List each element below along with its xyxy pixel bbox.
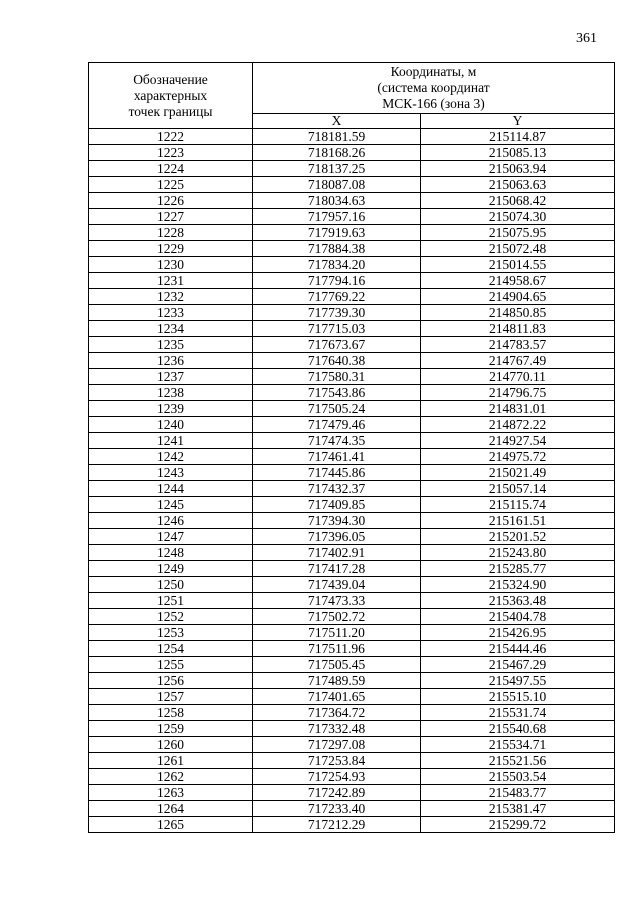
point-id-cell: 1245 bbox=[89, 497, 253, 513]
table-header bbox=[89, 63, 615, 129]
x-coordinate-cell: 717445.86 bbox=[253, 465, 421, 481]
table-row bbox=[89, 449, 615, 465]
table-row bbox=[89, 417, 615, 433]
x-coordinate-cell: 717242.89 bbox=[253, 785, 421, 801]
point-id-cell: 1242 bbox=[89, 449, 253, 465]
table-row bbox=[89, 497, 615, 513]
y-coordinate-cell: 215444.46 bbox=[421, 641, 615, 657]
x-coordinate-cell: 717489.59 bbox=[253, 673, 421, 689]
point-id-cell: 1253 bbox=[89, 625, 253, 641]
y-coordinate-cell: 215063.63 bbox=[421, 177, 615, 193]
y-coordinate-cell: 215074.30 bbox=[421, 209, 615, 225]
y-coordinate-cell: 215243.80 bbox=[421, 545, 615, 561]
x-coordinate-cell: 717673.67 bbox=[253, 337, 421, 353]
y-coordinate-cell: 214767.49 bbox=[421, 353, 615, 369]
x-coordinate-cell: 717396.05 bbox=[253, 529, 421, 545]
y-coordinate-cell: 215285.77 bbox=[421, 561, 615, 577]
x-coordinate-cell: 717473.33 bbox=[253, 593, 421, 609]
y-coordinate-cell: 215072.48 bbox=[421, 241, 615, 257]
x-coordinate-cell: 717479.46 bbox=[253, 417, 421, 433]
y-coordinate-cell: 214783.57 bbox=[421, 337, 615, 353]
point-id-cell: 1241 bbox=[89, 433, 253, 449]
table-row bbox=[89, 321, 615, 337]
y-coordinate-cell: 215531.74 bbox=[421, 705, 615, 721]
x-coordinate-cell: 717739.30 bbox=[253, 305, 421, 321]
point-id-cell: 1255 bbox=[89, 657, 253, 673]
point-id-cell: 1239 bbox=[89, 401, 253, 417]
x-coordinate-cell: 717505.24 bbox=[253, 401, 421, 417]
x-coordinate-cell: 718181.59 bbox=[253, 129, 421, 145]
table-row bbox=[89, 721, 615, 737]
table-row bbox=[89, 305, 615, 321]
y-coordinate-cell: 214796.75 bbox=[421, 385, 615, 401]
point-id-cell: 1223 bbox=[89, 145, 253, 161]
table-row bbox=[89, 577, 615, 593]
point-id-cell: 1260 bbox=[89, 737, 253, 753]
table-row bbox=[89, 529, 615, 545]
coordinates-header-line: МСК-166 (зона 3) bbox=[382, 96, 485, 111]
y-coordinate-cell: 214872.22 bbox=[421, 417, 615, 433]
table-row bbox=[89, 129, 615, 145]
point-id-cell: 1224 bbox=[89, 161, 253, 177]
table-row bbox=[89, 161, 615, 177]
point-id-cell: 1265 bbox=[89, 817, 253, 833]
coordinates-header bbox=[253, 63, 615, 114]
x-coordinate-cell: 718137.25 bbox=[253, 161, 421, 177]
y-coordinate-cell: 215299.72 bbox=[421, 817, 615, 833]
point-id-cell: 1236 bbox=[89, 353, 253, 369]
x-coordinate-cell: 717401.65 bbox=[253, 689, 421, 705]
page-number: 361 bbox=[576, 31, 597, 46]
table-row bbox=[89, 465, 615, 481]
point-id-cell: 1246 bbox=[89, 513, 253, 529]
point-id-cell: 1237 bbox=[89, 369, 253, 385]
y-coordinate-cell: 215021.49 bbox=[421, 465, 615, 481]
table-row bbox=[89, 257, 615, 273]
table-row bbox=[89, 609, 615, 625]
table-row bbox=[89, 513, 615, 529]
point-id-cell: 1227 bbox=[89, 209, 253, 225]
table-row bbox=[89, 561, 615, 577]
x-coordinate-cell: 717543.86 bbox=[253, 385, 421, 401]
x-coordinate-cell: 717254.93 bbox=[253, 769, 421, 785]
point-id-cell: 1259 bbox=[89, 721, 253, 737]
table-row bbox=[89, 737, 615, 753]
y-coordinate-cell: 214811.83 bbox=[421, 321, 615, 337]
table-row bbox=[89, 289, 615, 305]
x-column-header: X bbox=[253, 114, 421, 129]
designation-header-line: Обозначение bbox=[133, 71, 208, 87]
x-coordinate-cell: 718034.63 bbox=[253, 193, 421, 209]
table-row bbox=[89, 801, 615, 817]
y-coordinate-cell: 215014.55 bbox=[421, 257, 615, 273]
point-id-cell: 1243 bbox=[89, 465, 253, 481]
y-coordinate-cell: 214975.72 bbox=[421, 449, 615, 465]
point-id-cell: 1228 bbox=[89, 225, 253, 241]
point-id-cell: 1257 bbox=[89, 689, 253, 705]
point-id-cell: 1258 bbox=[89, 705, 253, 721]
y-coordinate-cell: 215115.74 bbox=[421, 497, 615, 513]
y-coordinate-cell: 215515.10 bbox=[421, 689, 615, 705]
point-id-cell: 1250 bbox=[89, 577, 253, 593]
point-id-cell: 1225 bbox=[89, 177, 253, 193]
point-id-cell: 1251 bbox=[89, 593, 253, 609]
point-id-cell: 1233 bbox=[89, 305, 253, 321]
table-row bbox=[89, 545, 615, 561]
table-row bbox=[89, 673, 615, 689]
x-coordinate-cell: 717794.16 bbox=[253, 273, 421, 289]
table-row bbox=[89, 641, 615, 657]
y-coordinate-cell: 214904.65 bbox=[421, 289, 615, 305]
y-coordinate-cell: 215075.95 bbox=[421, 225, 615, 241]
y-column-header: Y bbox=[421, 114, 615, 129]
point-id-cell: 1256 bbox=[89, 673, 253, 689]
table-row bbox=[89, 225, 615, 241]
point-id-cell: 1248 bbox=[89, 545, 253, 561]
x-coordinate-cell: 717505.45 bbox=[253, 657, 421, 673]
x-coordinate-cell: 717461.41 bbox=[253, 449, 421, 465]
y-coordinate-cell: 215381.47 bbox=[421, 801, 615, 817]
table-row bbox=[89, 817, 615, 833]
y-coordinate-cell: 215161.51 bbox=[421, 513, 615, 529]
point-id-cell: 1240 bbox=[89, 417, 253, 433]
x-coordinate-cell: 717432.37 bbox=[253, 481, 421, 497]
point-id-cell: 1264 bbox=[89, 801, 253, 817]
table-row bbox=[89, 193, 615, 209]
x-coordinate-cell: 717715.03 bbox=[253, 321, 421, 337]
x-coordinate-cell: 717297.08 bbox=[253, 737, 421, 753]
table-row bbox=[89, 705, 615, 721]
x-coordinate-cell: 717233.40 bbox=[253, 801, 421, 817]
y-coordinate-cell: 215057.14 bbox=[421, 481, 615, 497]
point-id-cell: 1226 bbox=[89, 193, 253, 209]
designation-header-line: характерных bbox=[133, 87, 208, 103]
table-row bbox=[89, 769, 615, 785]
x-coordinate-cell: 717394.30 bbox=[253, 513, 421, 529]
point-id-cell: 1249 bbox=[89, 561, 253, 577]
point-id-cell: 1230 bbox=[89, 257, 253, 273]
y-coordinate-cell: 215085.13 bbox=[421, 145, 615, 161]
designation-header bbox=[89, 63, 253, 129]
point-id-cell: 1222 bbox=[89, 129, 253, 145]
y-coordinate-cell: 215521.56 bbox=[421, 753, 615, 769]
table-row bbox=[89, 241, 615, 257]
point-id-cell: 1234 bbox=[89, 321, 253, 337]
x-coordinate-cell: 717502.72 bbox=[253, 609, 421, 625]
y-coordinate-cell: 214927.54 bbox=[421, 433, 615, 449]
point-id-cell: 1244 bbox=[89, 481, 253, 497]
point-id-cell: 1232 bbox=[89, 289, 253, 305]
x-coordinate-cell: 717834.20 bbox=[253, 257, 421, 273]
x-coordinate-cell: 718087.08 bbox=[253, 177, 421, 193]
y-coordinate-cell: 215324.90 bbox=[421, 577, 615, 593]
point-id-cell: 1261 bbox=[89, 753, 253, 769]
coordinates-table bbox=[88, 62, 615, 833]
y-coordinate-cell: 214831.01 bbox=[421, 401, 615, 417]
point-id-cell: 1262 bbox=[89, 769, 253, 785]
y-coordinate-cell: 215503.54 bbox=[421, 769, 615, 785]
x-coordinate-cell: 718168.26 bbox=[253, 145, 421, 161]
table-row bbox=[89, 433, 615, 449]
x-coordinate-cell: 717474.35 bbox=[253, 433, 421, 449]
table-row bbox=[89, 337, 615, 353]
table-row bbox=[89, 401, 615, 417]
designation-header-line: точек границы bbox=[128, 103, 213, 119]
y-coordinate-cell: 215540.68 bbox=[421, 721, 615, 737]
y-coordinate-cell: 215404.78 bbox=[421, 609, 615, 625]
y-coordinate-cell: 214958.67 bbox=[421, 273, 615, 289]
x-coordinate-cell: 717212.29 bbox=[253, 817, 421, 833]
table-row bbox=[89, 625, 615, 641]
x-coordinate-cell: 717332.48 bbox=[253, 721, 421, 737]
table-row bbox=[89, 385, 615, 401]
x-coordinate-cell: 717364.72 bbox=[253, 705, 421, 721]
point-id-cell: 1229 bbox=[89, 241, 253, 257]
x-coordinate-cell: 717957.16 bbox=[253, 209, 421, 225]
table-row bbox=[89, 785, 615, 801]
point-id-cell: 1235 bbox=[89, 337, 253, 353]
y-coordinate-cell: 215467.29 bbox=[421, 657, 615, 673]
y-coordinate-cell: 215063.94 bbox=[421, 161, 615, 177]
x-coordinate-cell: 717884.38 bbox=[253, 241, 421, 257]
table-row bbox=[89, 689, 615, 705]
y-coordinate-cell: 215426.95 bbox=[421, 625, 615, 641]
y-coordinate-cell: 215068.42 bbox=[421, 193, 615, 209]
coordinates-header-line: Координаты, м bbox=[390, 64, 477, 79]
y-coordinate-cell: 215114.87 bbox=[421, 129, 615, 145]
x-coordinate-cell: 717409.85 bbox=[253, 497, 421, 513]
table-row bbox=[89, 273, 615, 289]
y-coordinate-cell: 215497.55 bbox=[421, 673, 615, 689]
point-id-cell: 1238 bbox=[89, 385, 253, 401]
table-row bbox=[89, 593, 615, 609]
x-coordinate-cell: 717580.31 bbox=[253, 369, 421, 385]
table-row bbox=[89, 657, 615, 673]
point-id-cell: 1263 bbox=[89, 785, 253, 801]
y-coordinate-cell: 215363.48 bbox=[421, 593, 615, 609]
table-row bbox=[89, 145, 615, 161]
x-coordinate-cell: 717919.63 bbox=[253, 225, 421, 241]
table-row bbox=[89, 753, 615, 769]
x-coordinate-cell: 717417.28 bbox=[253, 561, 421, 577]
table-row bbox=[89, 481, 615, 497]
table-row bbox=[89, 177, 615, 193]
table-body bbox=[89, 129, 615, 833]
x-coordinate-cell: 717640.38 bbox=[253, 353, 421, 369]
table-row bbox=[89, 209, 615, 225]
coordinates-header-line: (система координат bbox=[377, 80, 490, 95]
point-id-cell: 1247 bbox=[89, 529, 253, 545]
point-id-cell: 1231 bbox=[89, 273, 253, 289]
table-row bbox=[89, 369, 615, 385]
y-coordinate-cell: 214770.11 bbox=[421, 369, 615, 385]
x-coordinate-cell: 717769.22 bbox=[253, 289, 421, 305]
x-coordinate-cell: 717402.91 bbox=[253, 545, 421, 561]
point-id-cell: 1254 bbox=[89, 641, 253, 657]
y-coordinate-cell: 214850.85 bbox=[421, 305, 615, 321]
x-coordinate-cell: 717439.04 bbox=[253, 577, 421, 593]
x-coordinate-cell: 717253.84 bbox=[253, 753, 421, 769]
y-coordinate-cell: 215483.77 bbox=[421, 785, 615, 801]
x-coordinate-cell: 717511.20 bbox=[253, 625, 421, 641]
table-row bbox=[89, 353, 615, 369]
y-coordinate-cell: 215201.52 bbox=[421, 529, 615, 545]
point-id-cell: 1252 bbox=[89, 609, 253, 625]
x-coordinate-cell: 717511.96 bbox=[253, 641, 421, 657]
y-coordinate-cell: 215534.71 bbox=[421, 737, 615, 753]
